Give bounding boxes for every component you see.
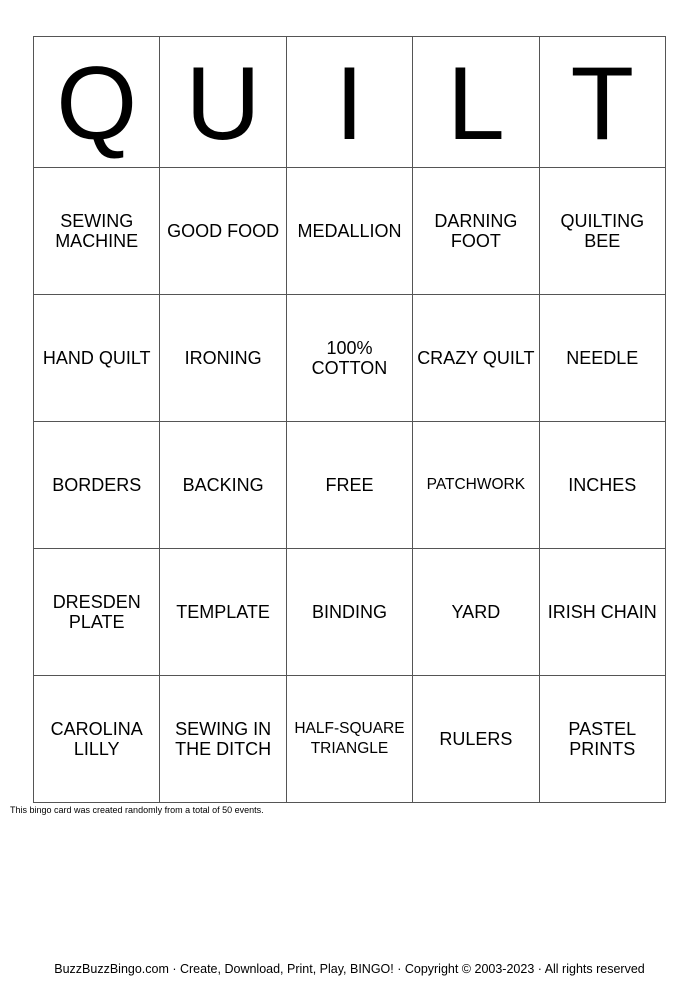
bingo-cell[interactable]: RULERS	[413, 676, 539, 803]
bingo-cell[interactable]: MEDALLION	[286, 168, 412, 295]
bingo-row-5	[34, 676, 666, 803]
bingo-cell[interactable]: SEWING IN THE DITCH	[160, 676, 286, 803]
bingo-cell[interactable]: INCHES	[539, 422, 665, 549]
bingo-cell[interactable]: PATCHWORK	[413, 422, 539, 549]
header-letter-u: U	[160, 37, 286, 168]
bingo-cell[interactable]: FREE	[286, 422, 412, 549]
bingo-cell[interactable]: QUILTING BEE	[539, 168, 665, 295]
header-letter-l: L	[413, 37, 539, 168]
header-letter-q: Q	[34, 37, 160, 168]
bingo-cell[interactable]: YARD	[413, 549, 539, 676]
bingo-cell[interactable]: TEMPLATE	[160, 549, 286, 676]
bingo-cell[interactable]: HALF-SQUARE TRIANGLE	[286, 676, 412, 803]
bingo-cell[interactable]: BORDERS	[34, 422, 160, 549]
bingo-cell[interactable]: CAROLINA LILLY	[34, 676, 160, 803]
bingo-cell[interactable]: DARNING FOOT	[413, 168, 539, 295]
bingo-row-3	[34, 422, 666, 549]
bingo-cell[interactable]: GOOD FOOD	[160, 168, 286, 295]
bingo-cell[interactable]: PASTEL PRINTS	[539, 676, 665, 803]
bingo-cell[interactable]: IRISH CHAIN	[539, 549, 665, 676]
bingo-row-1	[34, 168, 666, 295]
bingo-cell[interactable]: HAND QUILT	[34, 295, 160, 422]
bingo-row-2	[34, 295, 666, 422]
site-footer: BuzzBuzzBingo.com · Create, Download, Print, Play, BINGO! · Copyright © 2003-2023 · All rights reserved	[54, 962, 645, 976]
header-row	[34, 37, 666, 168]
bingo-cell[interactable]: NEEDLE	[539, 295, 665, 422]
bingo-cell[interactable]: BACKING	[160, 422, 286, 549]
bingo-cell[interactable]: 100% COTTON	[286, 295, 412, 422]
header-letter-i: I	[286, 37, 412, 168]
bingo-cell[interactable]: CRAZY QUILT	[413, 295, 539, 422]
card-note: This bingo card was created randomly from a total of 50 events.	[10, 805, 264, 815]
bingo-cell[interactable]: DRESDEN PLATE	[34, 549, 160, 676]
header-letter-t: T	[539, 37, 665, 168]
bingo-cell[interactable]: BINDING	[286, 549, 412, 676]
bingo-row-4	[34, 549, 666, 676]
bingo-cell[interactable]: IRONING	[160, 295, 286, 422]
bingo-cell[interactable]: SEWING MACHINE	[34, 168, 160, 295]
bingo-card	[33, 36, 666, 803]
